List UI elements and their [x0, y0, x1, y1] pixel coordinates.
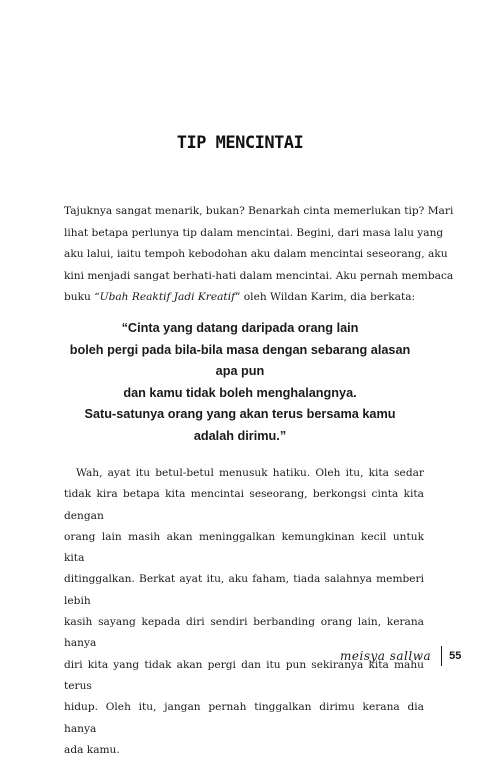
book-title: Ubah Reaktif Jadi Kreatif: [99, 291, 236, 304]
intro-paragraph: [64, 201, 454, 309]
intro-line: [64, 287, 424, 309]
body-line: orang lain masih akan meninggalkan kemungkinan kecil untuk kita: [64, 530, 424, 565]
body-line: kasih sayang kepada diri sendiri berbanding orang lain, kerana hanya: [64, 616, 424, 650]
page-footer: [340, 645, 461, 667]
quote-line: Satu-satunya orang yang akan terus bersama kamu: [84, 407, 396, 421]
body-line: Wah, ayat itu betul-betul menusuk hatiku. Oleh itu, kita sedar: [76, 467, 424, 479]
intro-line: aku lalui, iaitu tempoh kebodohan aku dalam mencintai seseorang, aku: [64, 248, 448, 261]
footer-divider: [441, 646, 442, 666]
body-line: diri kita yang tidak akan pergi dan itu pun sekiranya kita mahu terus: [64, 658, 424, 692]
body-line: ditinggalkan. Berkat ayat itu, aku faham, tiada salahnya memberi lebih: [64, 573, 424, 607]
intro-line: lihat betapa perlunya tip dalam mencintai. Begini, dari masa lalu yang: [64, 226, 444, 239]
intro-text: ” oleh Wildan Karim, dia berkata:: [235, 291, 416, 304]
body-paragraph: [64, 463, 424, 761]
block-quote: [0, 318, 480, 447]
author-signature: meisya sallwa: [340, 649, 432, 663]
body-line: ada kamu.: [64, 743, 120, 756]
quote-line: dan kamu tidak boleh menghalangnya.: [123, 385, 357, 400]
chapter-title: TIP MENCINTAI: [176, 133, 304, 153]
quote-line: boleh pergi pada bila-bila masa dengan sebarang alasan: [69, 342, 411, 357]
body-line: hidup. Oleh itu, jangan pernah tinggalkan dirimu kerana dia hanya: [64, 701, 424, 735]
intro-line: Tajuknya sangat menarik, bukan? Benarkah cinta memerlukan tip? Mari: [64, 205, 454, 217]
body-line: tidak kira betapa kita mencintai seseorang, berkongsi cinta kita dengan: [64, 488, 424, 522]
quote-line: apa pun: [215, 364, 265, 378]
page-number: 55: [449, 650, 462, 662]
intro-line: kini menjadi sangat berhati-hati dalam mencintai. Aku pernah membaca: [64, 269, 454, 282]
intro-text: buku “: [64, 291, 100, 304]
quote-line: “Cinta yang datang daripada orang lain: [121, 321, 359, 335]
quote-line: adalah dirimu.”: [193, 428, 287, 443]
